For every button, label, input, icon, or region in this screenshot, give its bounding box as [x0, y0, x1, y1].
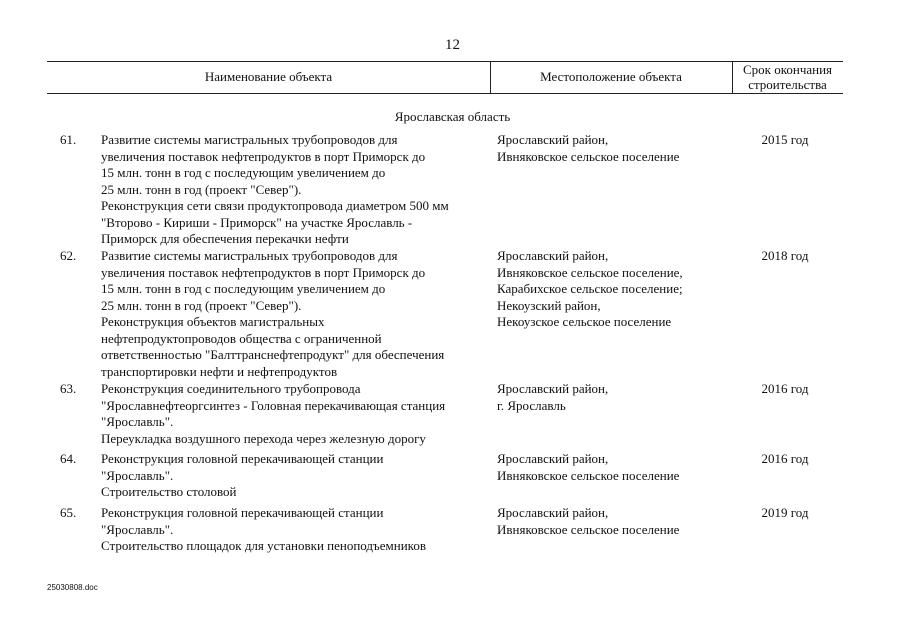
document-filename: 25030808.doc: [47, 583, 98, 592]
name-line: "Ярославль".: [101, 521, 174, 537]
region-title: Ярославская область: [394, 109, 511, 124]
name-line: "Ярославль".: [101, 414, 174, 429]
location-line: Ярославский район,: [497, 381, 609, 396]
object-name: [101, 451, 491, 501]
name-line: Реконструкция сети связи продуктопровода диаметром 500 мм: [101, 198, 449, 213]
object-location: [497, 132, 732, 165]
header-deadline-line2: строительства: [748, 77, 827, 92]
name-line: Строительство площадок для установки пеноподъемников: [101, 538, 426, 553]
location-line: Ярославский район,: [497, 248, 609, 263]
object-location: [497, 451, 732, 484]
name-line: Развитие системы магистральных трубопроводов для: [101, 132, 398, 147]
name-line: "Ярославнефтеоргсинтез - Головная перекачивающая станция: [101, 397, 446, 413]
name-line: Реконструкция соединительного трубопровода: [101, 381, 361, 396]
name-line: транспортировки нефти и нефтепродуктов: [101, 363, 338, 379]
name-line: 25 млн. тонн в год (проект "Север").: [101, 297, 302, 313]
location-line: Ивняковское сельское поселение,: [497, 264, 683, 280]
name-line: 15 млн. тонн в год с последующим увеличением до: [101, 165, 386, 180]
location-line: Некоузское сельское поселение: [497, 314, 672, 329]
row-number: 64.: [60, 451, 77, 466]
object-name: [101, 505, 491, 555]
name-line: увеличения поставок нефтепродуктов в порт Приморск до: [101, 148, 426, 164]
deadline: 2016 год: [761, 451, 809, 466]
name-line: 25 млн. тонн в год (проект "Север").: [101, 181, 302, 197]
location-line: Ивняковское сельское поселение: [497, 521, 680, 537]
location-line: Некоузский район,: [497, 297, 601, 313]
header-location: Местоположение объекта: [540, 69, 682, 84]
location-line: Ивняковское сельское поселение: [497, 467, 680, 483]
location-line: Ярославский район,: [497, 451, 609, 466]
name-line: увеличения поставок нефтепродуктов в порт Приморск до: [101, 264, 426, 280]
table-header-bottom-rule: [47, 93, 843, 94]
row-number: 65.: [60, 505, 77, 520]
object-location: [497, 381, 732, 414]
location-line: Карабихское сельское поселение;: [497, 281, 683, 296]
object-name: [101, 381, 491, 447]
name-line: Реконструкция головной перекачивающей станции: [101, 505, 384, 520]
header-deadline: [732, 62, 843, 92]
object-name: [101, 132, 491, 248]
deadline: 2018 год: [761, 248, 809, 263]
object-name: [101, 248, 491, 380]
name-line: Реконструкция головной перекачивающей станции: [101, 451, 384, 466]
location-line: Ивняковское сельское поселение: [497, 148, 680, 164]
name-line: Приморск для обеспечения перекачки нефти: [101, 231, 349, 246]
name-line: "Второво - Кириши - Приморск" на участке Ярославль -: [101, 214, 413, 230]
deadline: 2019 год: [761, 505, 809, 520]
name-line: ответственностью "Балттранснефтепродукт" для обеспечения: [101, 347, 445, 362]
deadline: 2015 год: [761, 132, 809, 147]
name-line: 15 млн. тонн в год с последующим увеличением до: [101, 281, 386, 296]
page-number: 12: [445, 37, 460, 53]
table-top-rule: [47, 61, 843, 62]
name-line: Развитие системы магистральных трубопроводов для: [101, 248, 398, 263]
name-line: "Ярославль".: [101, 467, 174, 483]
row-number: 62.: [60, 248, 77, 263]
deadline: 2016 год: [761, 381, 809, 396]
header-name: Наименование объекта: [204, 69, 333, 84]
name-line: Строительство столовой: [101, 484, 237, 499]
header-deadline-line1: Срок окончания: [742, 62, 833, 77]
name-line: Реконструкция объектов магистральных: [101, 314, 325, 329]
row-number: 61.: [60, 132, 77, 147]
object-location: [497, 248, 732, 331]
name-line: Переукладка воздушного перехода через железную дорогу: [101, 430, 426, 446]
location-line: г. Ярославль: [497, 397, 566, 413]
location-line: Ярославский район,: [497, 505, 609, 520]
row-number: 63.: [60, 381, 77, 396]
location-line: Ярославский район,: [497, 132, 609, 147]
object-location: [497, 505, 732, 538]
name-line: нефтепродуктопроводов общества с ограниченной: [101, 330, 382, 346]
